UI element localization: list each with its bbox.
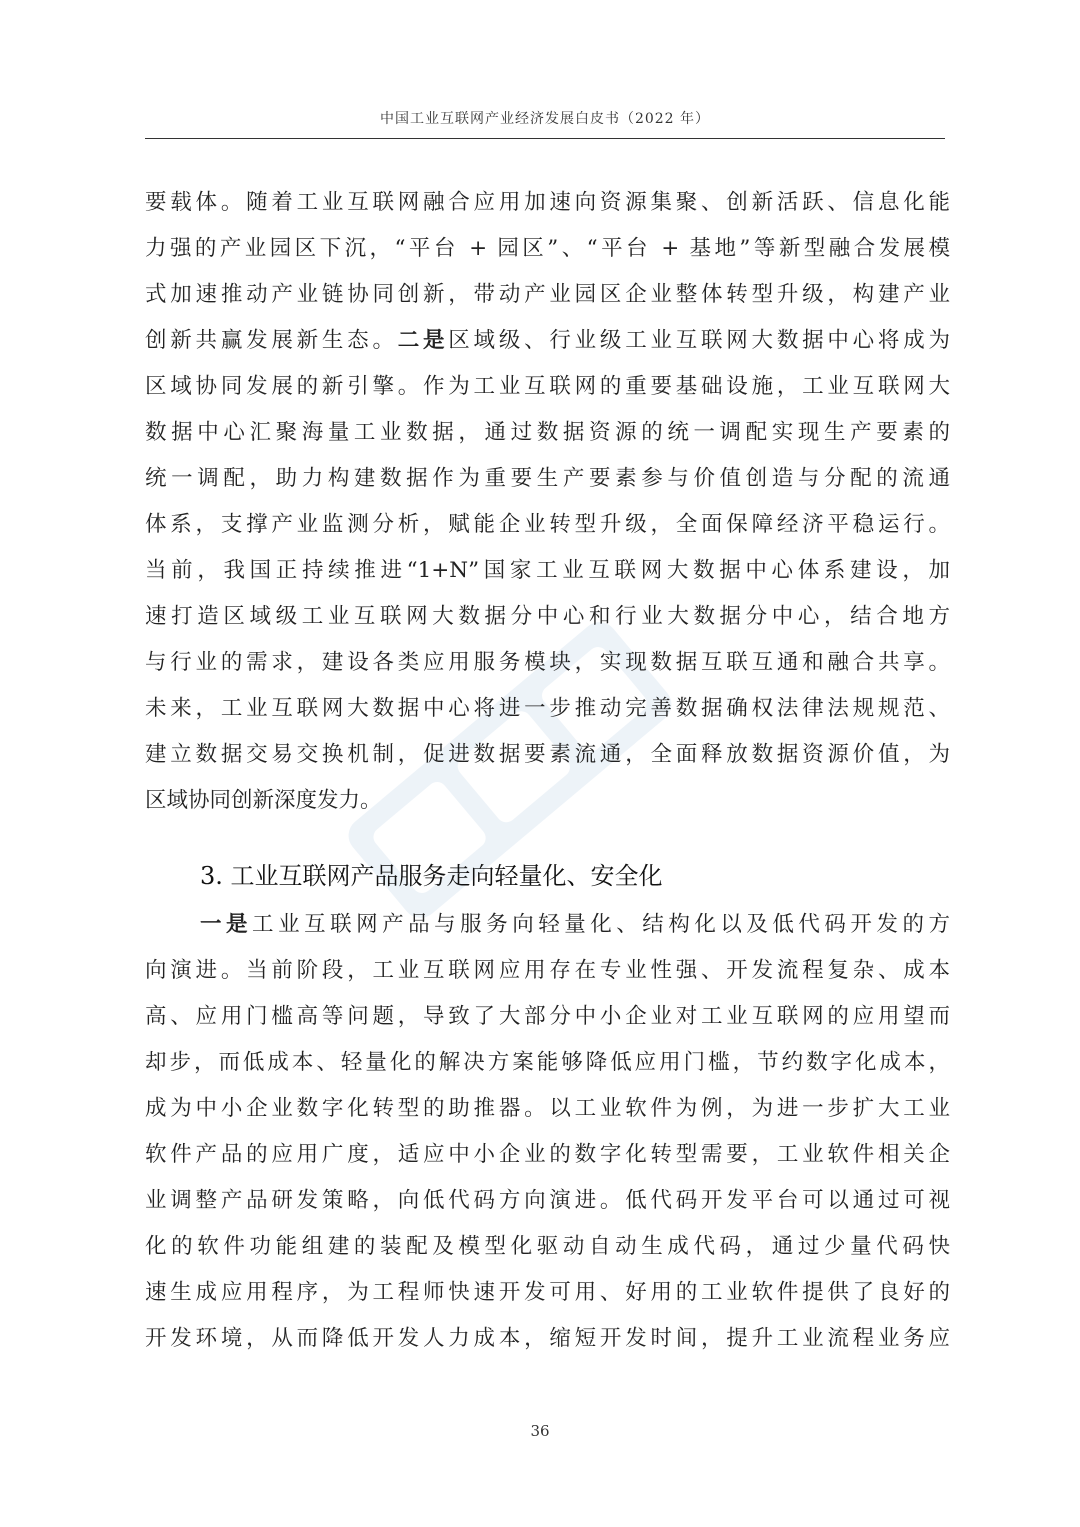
text-line: 区域协同发展的新引擎。作为工业互联网的重要基础设施，工业互联网大 [145, 374, 950, 399]
bold-marker: 一是 [200, 912, 253, 937]
bold-marker: 二是 [397, 328, 449, 353]
text-line: 要载体。随着工业互联网融合应用加速向资源集聚、创新活跃、信息化能 [145, 190, 950, 215]
text-line: 向演进。当前阶段，工业互联网应用存在专业性强、开发流程复杂、成本 [145, 958, 950, 983]
section-heading: 3. 工业互联网产品服务走向轻量化、安全化 [200, 862, 663, 890]
text-line: 却步，而低成本、轻量化的解决方案能够降低应用门槛，节约数字化成本， [145, 1050, 950, 1075]
page-number: 36 [530, 1422, 550, 1440]
header-divider [145, 138, 945, 139]
text-segment: 工业互联网产品与服务向轻量化、结构化以及低代码开发的方 [252, 912, 950, 937]
body-paragraph-2 [145, 902, 950, 1362]
text-line: 数据中心汇聚海量工业数据，通过数据资源的统一调配实现生产要素的 [145, 420, 950, 445]
text-line: 区域协同创新深度发力。 [145, 788, 382, 813]
text-line: 建立数据交易交换机制，促进数据要素流通，全面释放数据资源价值，为 [145, 742, 950, 767]
text-line: 体系，支撑产业监测分析，赋能企业转型升级，全面保障经济平稳运行。 [145, 512, 950, 537]
page-header-title: 中国工业互联网产业经济发展白皮书（2022 年） [379, 111, 711, 127]
body-paragraph-1 [145, 180, 950, 824]
text-line: 式加速推动产业链协同创新，带动产业园区企业整体转型升级，构建产业 [145, 282, 950, 307]
text-line: 统一调配，助力构建数据作为重要生产要素参与价值创造与分配的流通 [145, 466, 950, 491]
text-line: 业调整产品研发策略，向低代码方向演进。低代码开发平台可以通过可视 [145, 1188, 950, 1213]
text-line-with-marker [145, 318, 950, 364]
text-line: 软件产品的应用广度，适应中小企业的数字化转型需要，工业软件相关企 [145, 1142, 950, 1167]
text-line: 与行业的需求，建设各类应用服务模块，实现数据互联互通和融合共享。 [145, 650, 950, 675]
text-line: 当前，我国正持续推进“1+N”国家工业互联网大数据中心体系建设，加 [145, 558, 950, 583]
text-line: 高、应用门槛高等问题，导致了大部分中小企业对工业互联网的应用望而 [145, 1004, 950, 1029]
text-line: 未来，工业互联网大数据中心将进一步推动完善数据确权法律法规规范、 [145, 696, 950, 721]
text-line: 速打造区域级工业互联网大数据分中心和行业大数据分中心，结合地方 [145, 604, 950, 629]
text-line: 力强的产业园区下沉，“平台 + 园区”、“平台 + 基地”等新型融合发展模 [145, 236, 950, 261]
text-line-with-marker [145, 902, 950, 948]
text-line: 成为中小企业数字化转型的助推器。以工业软件为例，为进一步扩大工业 [145, 1096, 950, 1121]
text-segment: 区域级、行业级工业互联网大数据中心将成为 [448, 328, 950, 353]
text-line: 化的软件功能组建的装配及模型化驱动自动生成代码，通过少量代码快 [145, 1234, 950, 1259]
text-line: 开发环境，从而降低开发人力成本，缩短开发时间，提升工业流程业务应 [145, 1326, 950, 1351]
text-segment: 创新共赢发展新生态。 [145, 328, 398, 353]
text-line: 速生成应用程序，为工程师快速开发可用、好用的工业软件提供了良好的 [145, 1280, 950, 1305]
